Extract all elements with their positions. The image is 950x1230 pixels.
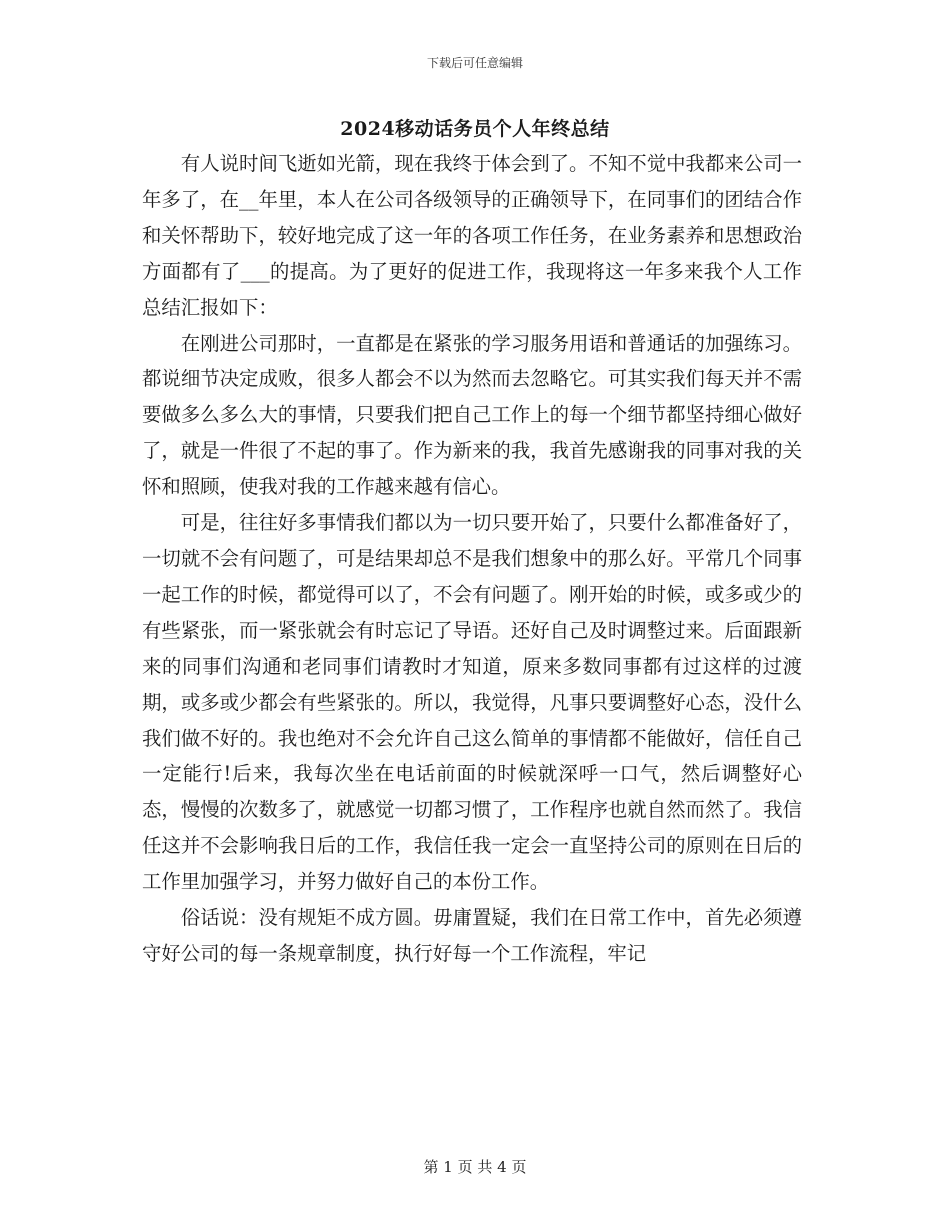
document-title: 2024移动话务员个人年终总结 [340,118,610,140]
body-paragraph: 在刚进公司那时，一直都是在紧张的学习服务用语和普通话的加强练习。都说细节决定成败，很多人都会不以为然而去忽略它。可其实我们每天并不需要做多么多么大的事情，只要我们把自己工作上的每一个细节都坚持细心做好了，就是一件很了不起的事了。作为新来的我，我首先感谢我的同事对我的关怀和照顾，使我对我的工作越来越有信心。 [142,331,802,499]
document-body [142,146,802,972]
page-number: 第 1 页 共 4 页 [423,1158,527,1176]
body-paragraph: 有人说时间飞逝如光箭，现在我终于体会到了。不知不觉中我都来公司一年多了，在__年里，本人在公司各级领导的正确领导下，在同事们的团结合作和关怀帮助下，较好地完成了这一年的各项工作任务，在业务素养和思想政治方面都有了___的提高。为了更好的促进工作，我现将这一年多来我个人工作总结汇报如下： [142,152,802,319]
page-header-note: 下载后可任意编辑 [426,56,523,70]
body-paragraph: 可是，往往好多事情我们都以为一切只要开始了，只要什么都准备好了，一切就不会有问题了，可是结果却总不是我们想象中的那么好。平常几个同事一起工作的时候，都觉得可以了，不会有问题了。刚开始的时候，或多或少的有些紧张，而一紧张就会有时忘记了导语。还好自己及时调整过来。后面跟新来的同事们沟通和老同事们请教时才知道，原来多数同事都有过这样的过渡期，或多或少都会有些紧张的。所以，我觉得，凡事只要调整好心态，没什么我们做不好的。我也绝对不会允许自己这么简单的事情都不能做好，信任自己一定能行!后来，我每次坐在电话前面的时候就深呼一口气，然后调整好心态，慢慢的次数多了，就感觉一切都习惯了，工作程序也就自然而然了。我信任这并不会影响我日后的工作，我信任我一定会一直坚持公司的原则在日后的工作里加强学习，并努力做好自己的本份工作。 [142,511,802,894]
body-paragraph: 俗话说：没有规矩不成方圆。毋庸置疑，我们在日常工作中，首先必须遵守好公司的每一条规章制度，执行好每一个工作流程，牢记 [142,906,802,965]
